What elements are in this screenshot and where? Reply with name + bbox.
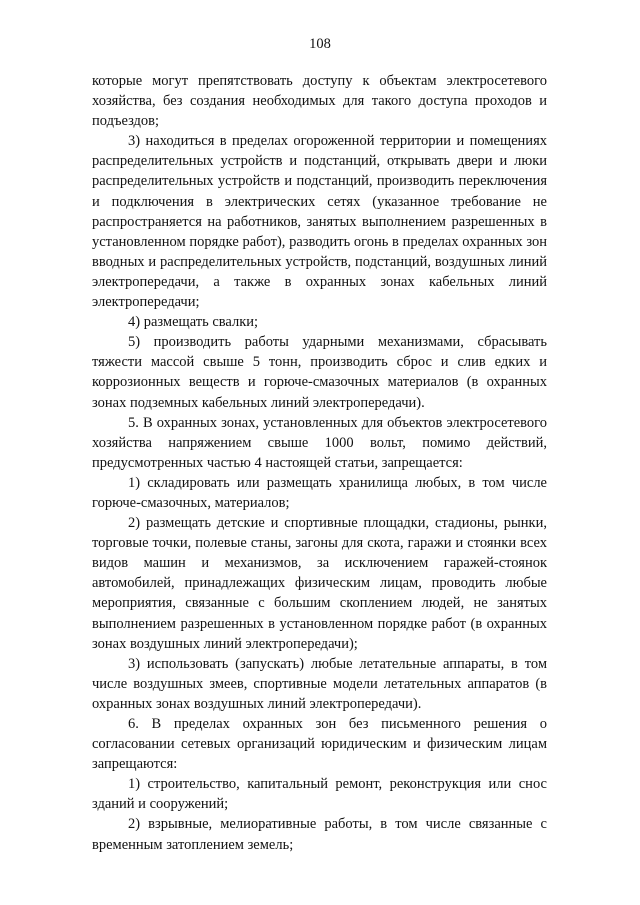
page-number: 108 [309, 36, 331, 52]
page-body [92, 71, 547, 855]
paragraph: 2) взрывные, мелиоративные работы, в том числе связанные с временным затоплением земель; [92, 816, 547, 853]
paragraph: 4) размещать свалки; [128, 314, 259, 331]
paragraph: 1) строительство, капитальный ремонт, реконструкция или снос зданий и сооружений; [92, 776, 547, 813]
paragraph: которые могут препятствовать доступу к объектам электросетевого хозяйства, без создания необходимых для такого доступа проходов и подъездов; [92, 73, 547, 130]
paragraph: 1) складировать или размещать хранилища любых, в том числе горюче-смазочных, материалов; [92, 474, 547, 511]
paragraph: 2) размещать детские и спортивные площадки, стадионы, рынки, торговые точки, полевые станы, загоны для скота, гаражи и стоянки всех видов машин и механизмов, за исключением гаражей-стоянок автомобилей, принадлежащих физическим лицам, проводить любые мероприятия, связанные с большим скоплением людей, не занятых выполнением разрешенных в установленном порядке работ (в охранных зонах воздушных линий электропередачи); [92, 515, 547, 652]
paragraph: 6. В пределах охранных зон без письменного решения о согласовании сетевых организаций юридическим и физическим лицам запрещаются: [92, 716, 547, 773]
paragraph: 3) находиться в пределах огороженной территории и помещениях распределительных устройств и подстанций, открывать двери и люки распределительных устройств и подстанций, производить переключения и подключения в электрических сетях (указанное требование не распространяется на работников, занятых выполнением разрешенных в установленном порядке работ), разводить огонь в пределах охранных зон вводных и распределительных устройств, подстанций, воздушных линий электропередачи, а также в охранных зонах кабельных линий электропередачи; [92, 133, 547, 311]
paragraph: 5. В охранных зонах, установленных для объектов электросетевого хозяйства напряжением свыше 1000 вольт, помимо действий, предусмотренных частью 4 настоящей статьи, запрещается: [92, 414, 547, 471]
paragraph: 3) использовать (запускать) любые летательные аппараты, в том числе воздушных змеев, спортивные модели летательных аппаратов (в охранных зонах воздушных линий электропередачи). [92, 655, 547, 712]
paragraph: 5) производить работы ударными механизмами, сбрасывать тяжести массой свыше 5 тонн, производить сброс и слив едких и коррозионных веществ и горюче-смазочных материалов (в охранных зонах подземных кабельных линий электропередачи). [92, 334, 547, 411]
